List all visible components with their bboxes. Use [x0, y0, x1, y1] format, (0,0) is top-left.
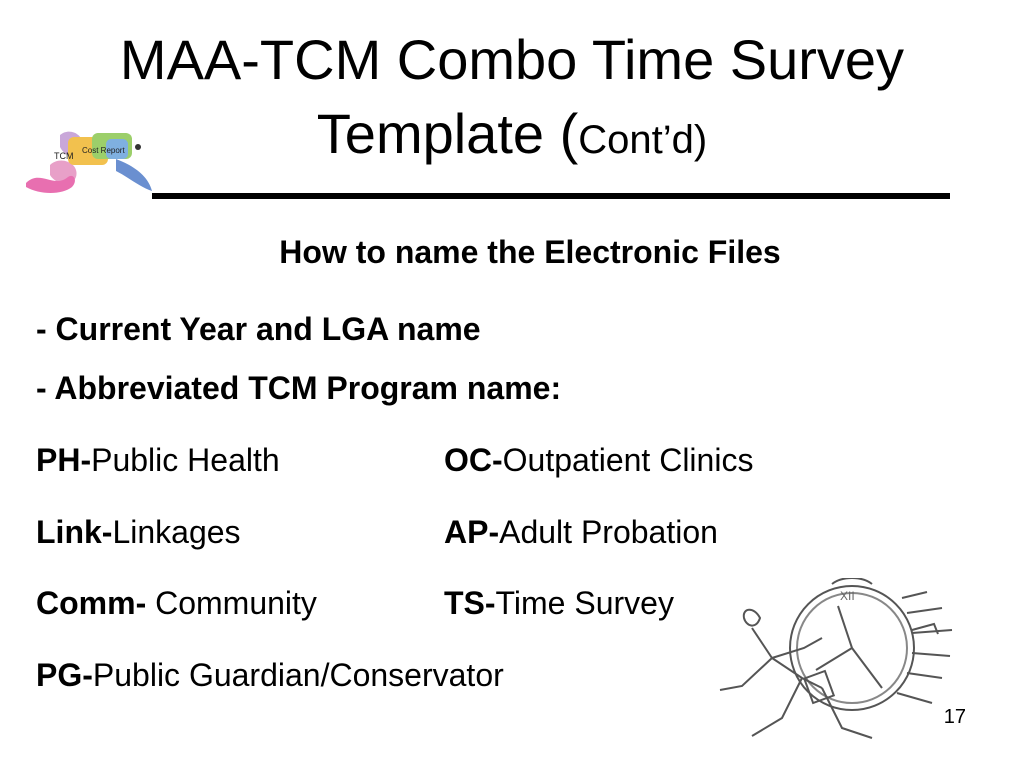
program-name: Public Guardian/Conservator: [92, 657, 504, 693]
title-line-2-main: Template (: [316, 102, 579, 165]
program-item-ap: [444, 514, 718, 551]
program-item-ts: [444, 585, 674, 622]
program-abbr: PH-: [36, 442, 92, 478]
title-divider: [152, 193, 950, 199]
program-name: Linkages: [112, 514, 241, 550]
program-abbr: AP-: [444, 514, 500, 550]
program-name: Adult Probation: [499, 514, 718, 550]
program-item-ph: [36, 442, 280, 479]
section-heading: How to name the Electronic Files: [279, 234, 781, 270]
program-name: Community: [146, 585, 317, 621]
program-abbr: Comm-: [36, 585, 147, 621]
puzzle-logo-icon: [20, 125, 160, 205]
bullet-item: - Abbreviated TCM Program name:: [36, 370, 562, 406]
program-name: Public Health: [91, 442, 280, 478]
title-line-2-sub: Cont’d): [578, 118, 708, 162]
bullet-item: - Current Year and LGA name: [36, 311, 481, 347]
logo-label-right: Cost Report: [82, 146, 125, 155]
logo-label-left: TCM: [54, 151, 74, 161]
program-item-pg: [36, 657, 504, 694]
program-abbr: Link-: [36, 514, 113, 550]
program-abbr: PG-: [36, 657, 93, 693]
program-abbr: OC-: [444, 442, 503, 478]
program-item-link: [36, 514, 241, 551]
program-item-oc: [444, 442, 753, 479]
running-clock-icon: [712, 578, 962, 748]
page-number: 17: [943, 706, 966, 728]
program-item-comm: [36, 585, 317, 622]
svg-text:XII: XII: [840, 589, 855, 603]
program-name: Outpatient Clinics: [502, 442, 754, 478]
program-abbr: TS-: [444, 585, 496, 621]
program-name: Time Survey: [495, 585, 674, 621]
slide-title-line-1: MAA-TCM Combo Time Survey: [119, 28, 905, 91]
